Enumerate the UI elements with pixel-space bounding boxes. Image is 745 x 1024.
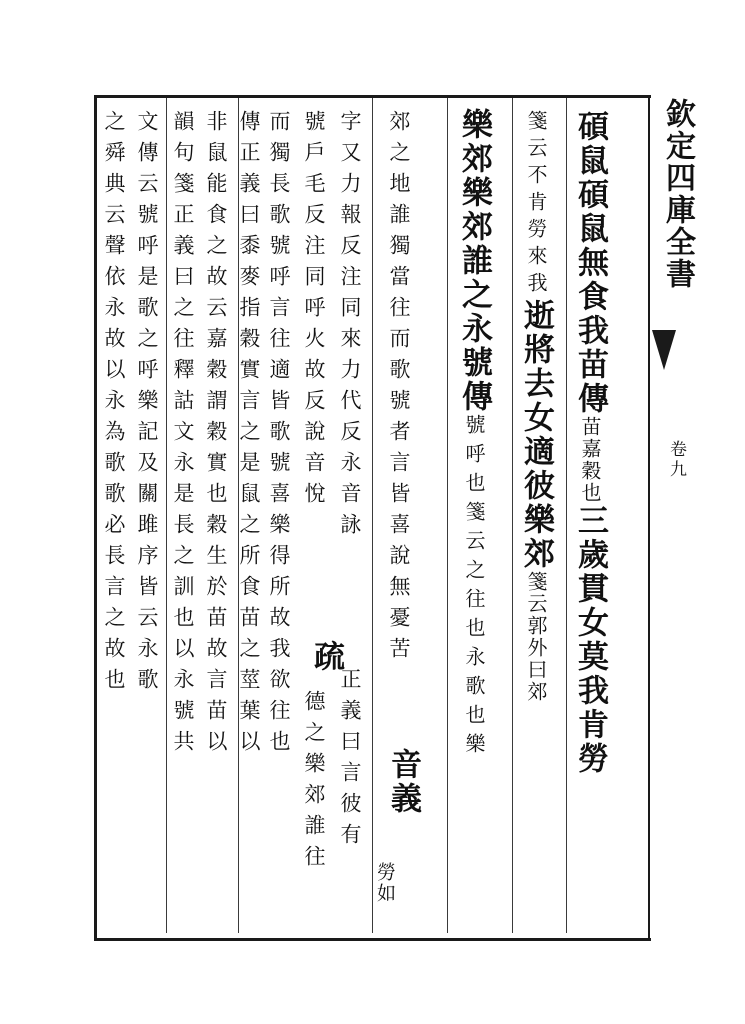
main-text: 碩鼠碩鼠無食我苗傳 bbox=[572, 110, 608, 416]
column-rule bbox=[166, 98, 167, 933]
book-title: 欽定四庫全書 bbox=[660, 98, 695, 290]
text-column-1 bbox=[572, 110, 608, 776]
column-rule bbox=[512, 98, 513, 933]
column-rule bbox=[372, 98, 373, 933]
commentary-text: 號呼也箋云之往也永歌也樂 bbox=[462, 414, 486, 762]
commentary-text: 勞如 bbox=[374, 862, 396, 904]
shu-label: 疏 bbox=[308, 640, 344, 674]
main-text: 三歲貫女莫我肯勞 bbox=[572, 504, 608, 776]
column-rule bbox=[447, 98, 448, 933]
text-column-6: 號戶毛反注同呼火故反說音悅 bbox=[302, 110, 326, 513]
text-column-8: 傳正義曰黍麥指穀實言之是鼠之所食苗之莖葉以 bbox=[237, 110, 261, 761]
text-column-2 bbox=[518, 110, 554, 703]
text-column-10: 韻句箋正義曰之往釋詁文永是長之訓也以永號共 bbox=[171, 110, 195, 761]
text-column-9: 非鼠能食之故云嘉穀謂穀實也穀生於苗故言苗以 bbox=[204, 110, 228, 761]
text-column-11: 文傳云號呼是歌之呼樂記及關雎序皆云永歌 bbox=[135, 110, 159, 699]
commentary-text: 苗嘉穀也 bbox=[578, 416, 602, 504]
text-column-3 bbox=[456, 108, 492, 762]
commentary-text: 郊之地誰獨當往而歌號者言皆喜說無憂苦 bbox=[387, 110, 411, 668]
main-text: 逝將去女適彼樂郊 bbox=[518, 299, 554, 571]
commentary-text: 箋云不肯勞來我 bbox=[524, 110, 548, 299]
column-rule bbox=[566, 98, 567, 933]
commentary-text: 德之樂郊誰往 bbox=[302, 690, 326, 876]
text-column-12: 之舜典云聲依永故以永為歌歌必長言之故也 bbox=[102, 110, 126, 699]
text-column-5: 字又力報反注同來力代反永音詠 bbox=[338, 110, 362, 544]
commentary-text: 正義曰言彼有 bbox=[338, 668, 362, 854]
fish-tail-mark bbox=[652, 330, 676, 370]
text-column-7: 而獨長歌號呼言往適皆歌號喜樂得所故我欲往也 bbox=[267, 110, 291, 761]
yinyi-label: 音義 bbox=[385, 748, 421, 816]
juan-number: 卷九 bbox=[666, 440, 686, 480]
text-column-4 bbox=[388, 110, 409, 668]
commentary-text: 箋云郭外曰郊 bbox=[524, 571, 548, 703]
main-text: 樂郊樂郊誰之永號傳 bbox=[456, 108, 492, 414]
